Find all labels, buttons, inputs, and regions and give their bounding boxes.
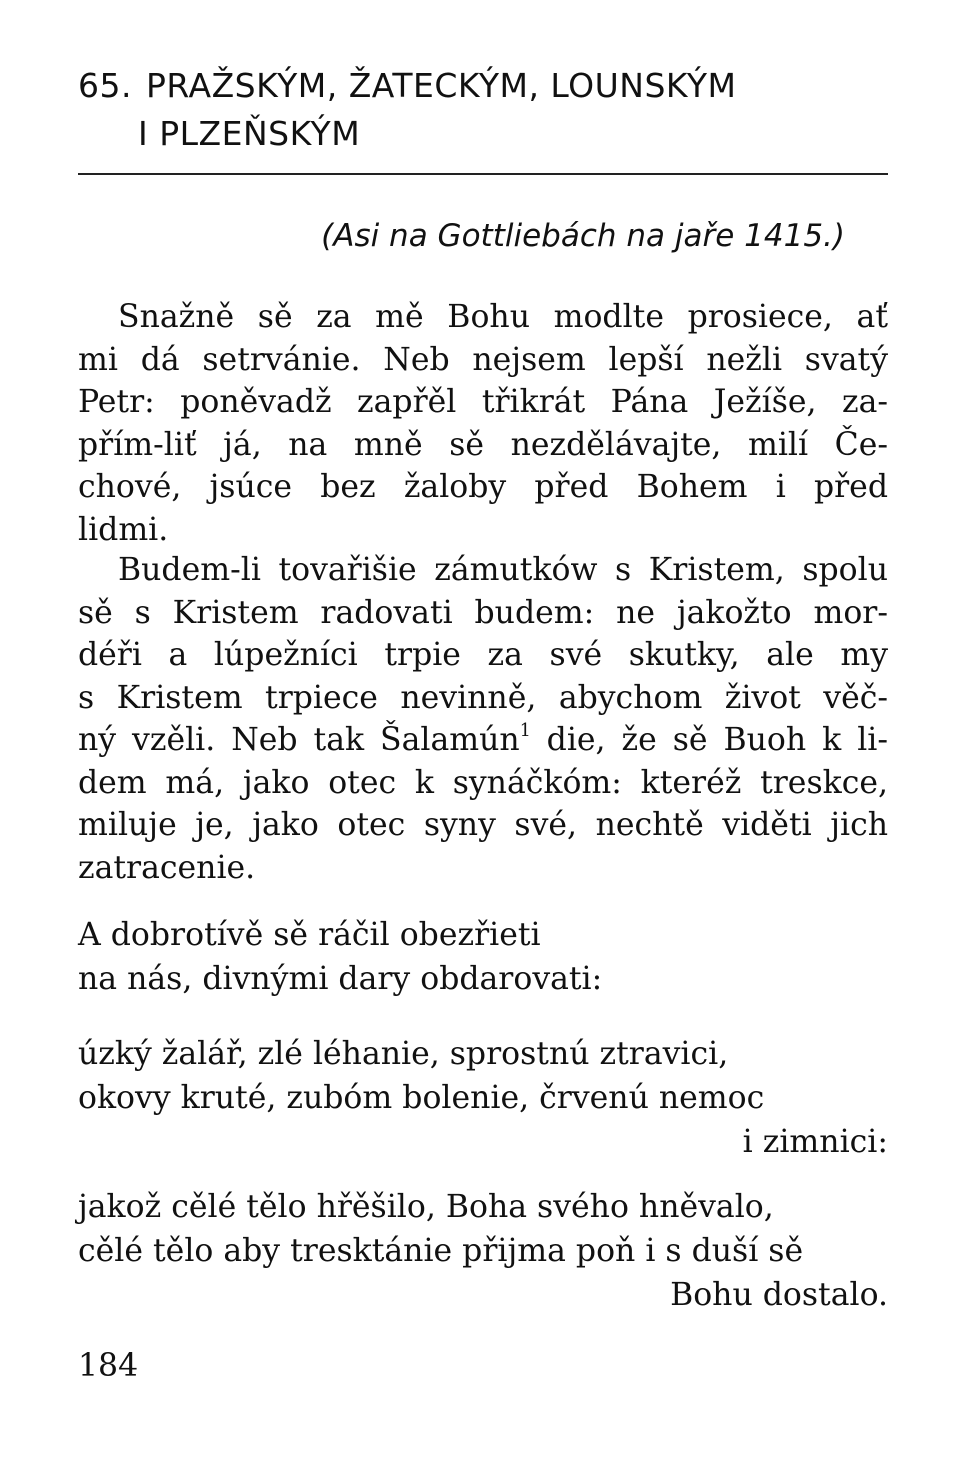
verse-line: úzký žalář, zlé léhanie, sprostnú ztravici, (78, 1036, 729, 1072)
verse-line-continuation: Bohu dostalo. (670, 1277, 888, 1313)
heading-divider (78, 173, 888, 175)
dateline: (Asi na Gottliebách na jaře 1415.) (321, 218, 845, 254)
verse-stanza-2 (78, 1032, 888, 1164)
paragraph-2 (78, 549, 888, 889)
verse-line: A dobrotívě sě ráčil obezřieti (78, 917, 541, 953)
verse-line: cělé tělo aby tresktánie přijma poň i s duší sě (78, 1233, 804, 1269)
text-line: sě s Kristem radovati budem: ne jakožto mor- (78, 594, 888, 631)
chapter-title-line-2: I PLZEŇSKÝM (138, 114, 361, 153)
text-line-with-footnote (78, 719, 888, 762)
paragraph-1 (78, 296, 888, 551)
page-number: 184 (78, 1348, 139, 1384)
text-line: zatracenie. (78, 849, 256, 886)
verse-line: jakož cělé tělo hřěšilo, Boha svého hněvalo, (78, 1189, 774, 1225)
chapter-heading-line-1 (78, 62, 888, 110)
verse-line-continuation: i zimnici: (742, 1124, 888, 1160)
text-line: miluje je, jako otec syny své, nechtě viděti jich (78, 807, 888, 843)
verse-line: okovy kruté, zubóm bolenie, črvenú nemoc (78, 1080, 765, 1116)
text-line: dem má, jako otec k synáčkóm: kteréž treskce, (78, 764, 888, 801)
text-line: mi dá setrvánie. Neb nejsem lepší nežli svatý (78, 341, 888, 378)
verse-line: na nás, divnými dary obdarovati: (78, 961, 603, 997)
text-line: Budem-li tovařišie zámutków s Kristem, spolu (118, 552, 888, 588)
book-page (78, 0, 888, 1471)
text-line: přím-liť já, na mně sě nezdělávajte, milí Če- (78, 426, 888, 463)
chapter-number: 65. (78, 66, 132, 105)
text-line: chové, jsúce bez žaloby před Bohem i před (78, 469, 888, 505)
chapter-title-line-1: PRAŽSKÝM, ŽATECKÝM, LOUNSKÝM (146, 66, 737, 105)
chapter-heading (78, 62, 888, 158)
verse-stanza-1 (78, 913, 888, 1001)
text-line: déři a lúpežníci trpie za své skutky, ale my (78, 637, 888, 673)
text-line: lidmi. (78, 511, 169, 548)
footnote-marker: 1 (519, 721, 531, 742)
text-line: Snažně sě za mě Bohu modlte prosiece, ať (118, 299, 888, 335)
text-segment: die, že sě Buoh k li- (530, 722, 888, 758)
text-segment: ný vzěli. Neb tak Šalamún (78, 722, 520, 758)
text-line: s Kristem trpiece nevinně, abychom život věč- (78, 679, 888, 716)
text-line: Petr: poněvadž zapřěl třikrát Pána Ježíše, za- (78, 384, 888, 420)
verse-stanza-3 (78, 1185, 888, 1317)
